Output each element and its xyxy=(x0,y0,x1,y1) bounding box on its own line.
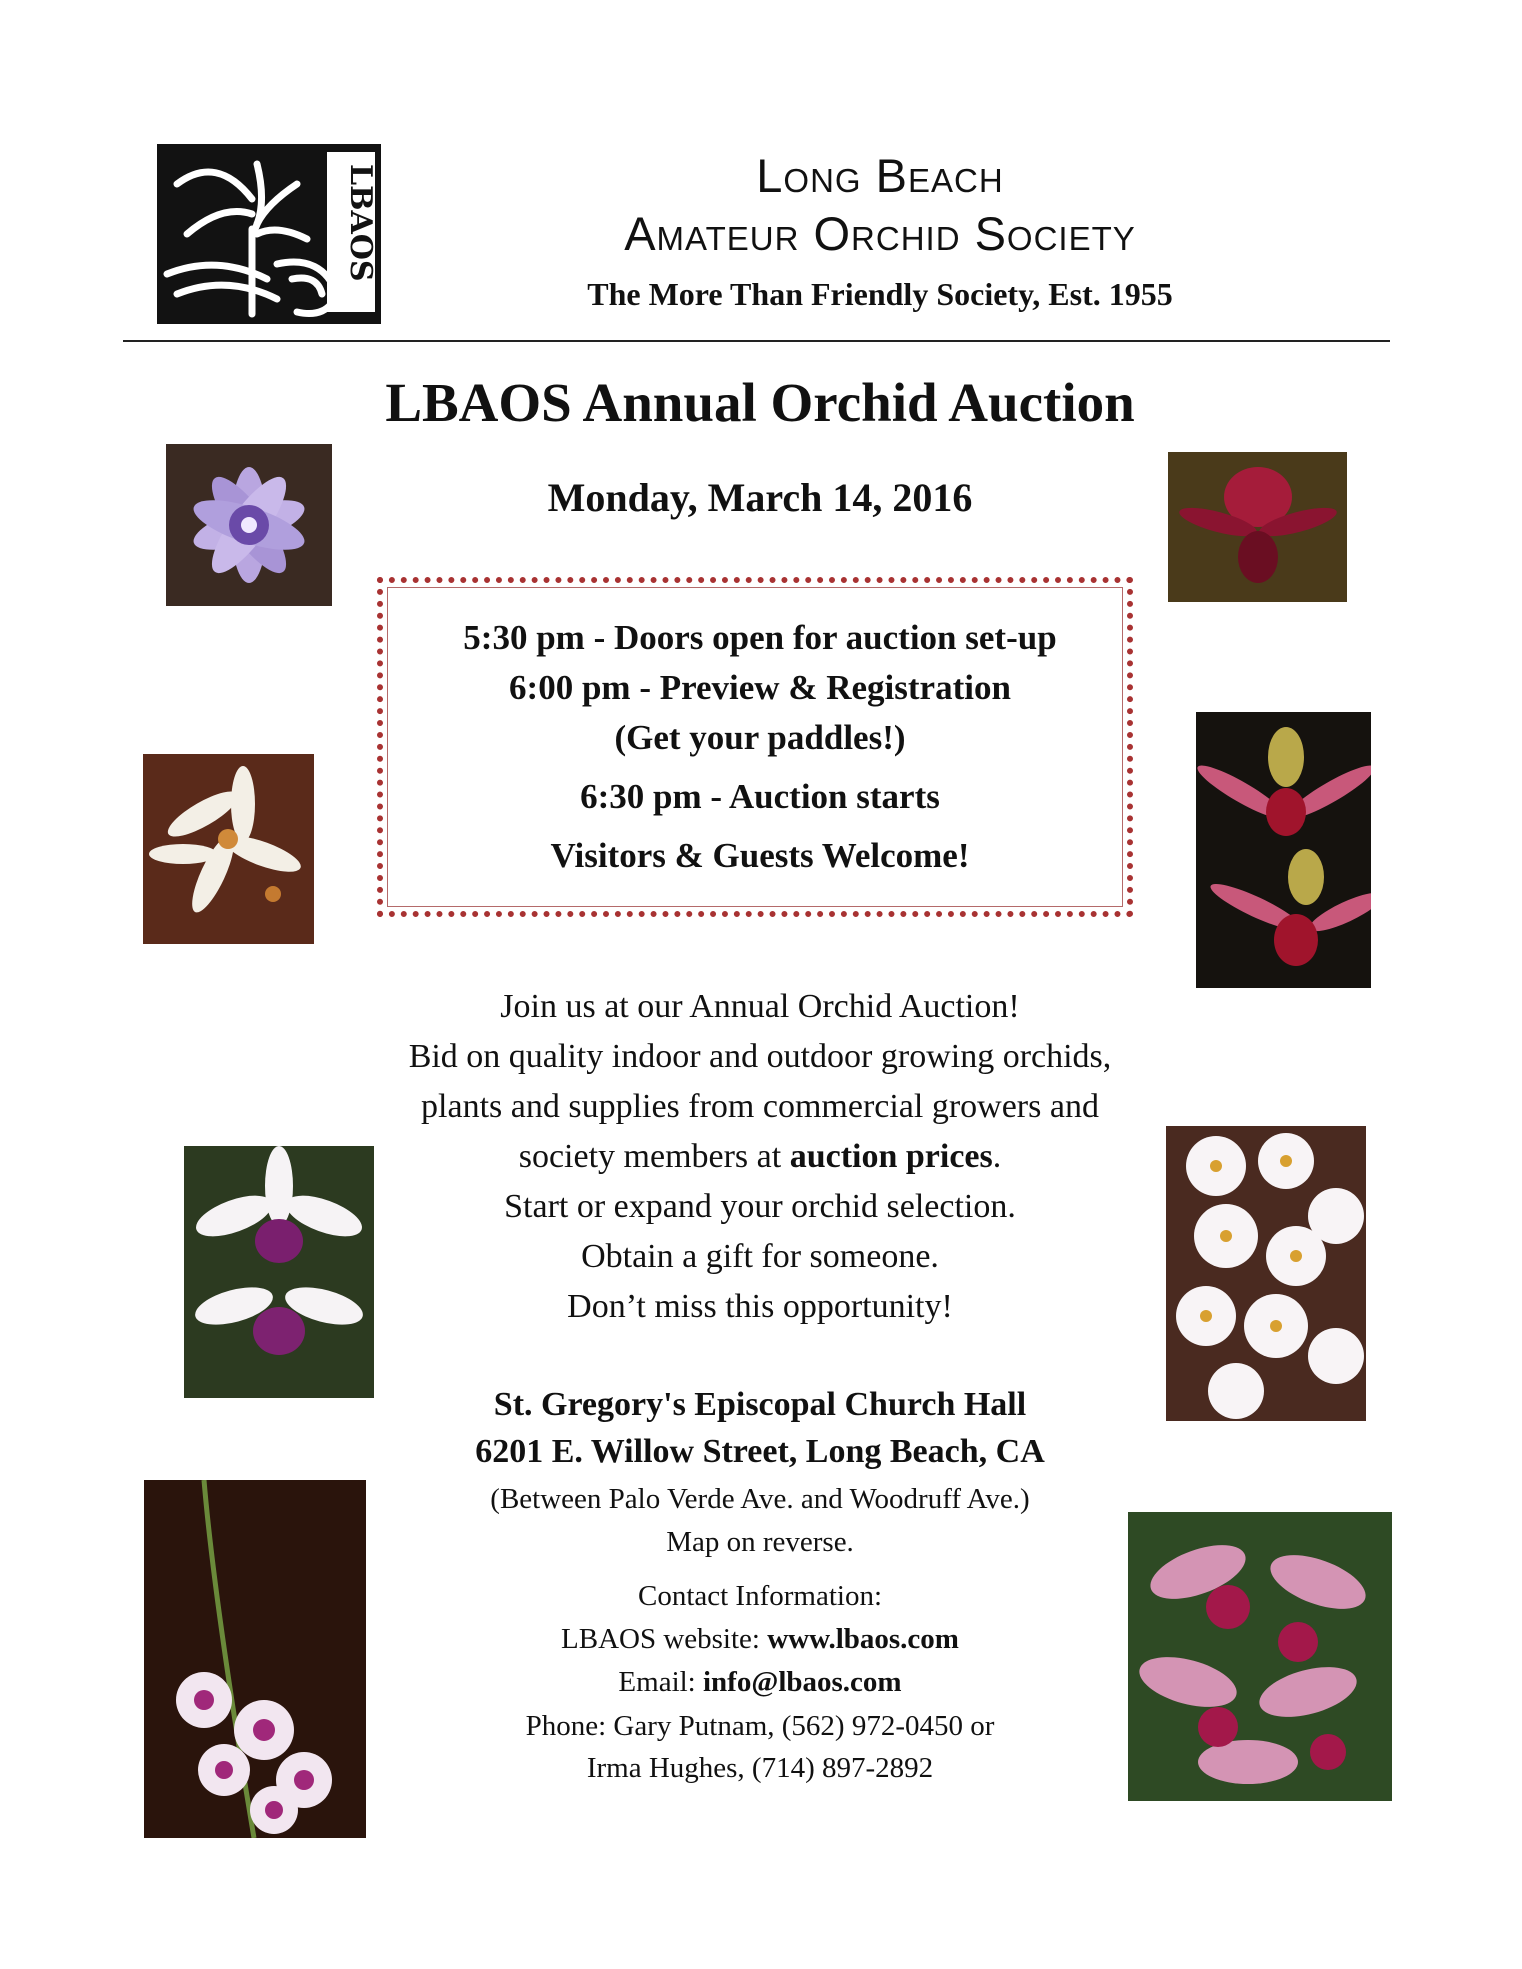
org-name-line-1: Long Beach xyxy=(756,149,1004,202)
venue-cross-streets: (Between Palo Verde Ave. and Woodruff Ave.) xyxy=(490,1483,1030,1515)
org-tagline: The More Than Friendly Society, Est. 1955 xyxy=(587,276,1173,312)
orchid-photo-slipper-red xyxy=(1168,452,1347,602)
schedule-line: 6:00 pm - Preview & Registration xyxy=(509,668,1011,707)
schedule-line: 6:30 pm - Auction starts xyxy=(580,777,940,816)
contact-phone-2: Irma Hughes, (714) 897-2892 xyxy=(586,1752,934,1784)
venue-address: 6201 E. Willow Street, Long Beach, CA xyxy=(475,1433,1045,1470)
orchid-photo-white-cluster xyxy=(1166,1126,1366,1421)
body-line: plants and supplies from commercial growers and xyxy=(421,1088,1099,1125)
body-text: society members at xyxy=(518,1138,790,1175)
email-link[interactable]: info@lbaos.com xyxy=(703,1666,902,1698)
map-note: Map on reverse. xyxy=(666,1526,854,1558)
body-line: Join us at our Annual Orchid Auction! xyxy=(500,988,1020,1025)
orchid-photo-cymbidium xyxy=(1128,1512,1392,1801)
body-line xyxy=(330,1138,1190,1176)
orchid-photo-cattleya xyxy=(184,1146,374,1398)
schedule-line: 5:30 pm - Doors open for auction set-up xyxy=(463,618,1057,657)
body-line: Don’t miss this opportunity! xyxy=(567,1288,953,1325)
contact-email xyxy=(330,1666,1190,1699)
website-label: LBAOS website: xyxy=(561,1623,768,1655)
contact-heading: Contact Information: xyxy=(637,1580,883,1612)
contact-website xyxy=(330,1623,1190,1656)
venue-name: St. Gregory's Episcopal Church Hall xyxy=(493,1386,1027,1423)
website-link[interactable]: www.lbaos.com xyxy=(767,1623,959,1655)
lbaos-logo xyxy=(157,144,381,324)
body-text: . xyxy=(992,1138,1002,1175)
logo-lettering: LBAOS xyxy=(343,164,378,282)
orchid-photo-white-spotted xyxy=(143,754,314,944)
schedule-line: (Get your paddles!) xyxy=(614,718,906,757)
email-label: Email: xyxy=(618,1666,703,1698)
orchid-photo-purple xyxy=(166,444,332,606)
header-divider xyxy=(123,340,1390,342)
body-line: Start or expand your orchid selection. xyxy=(504,1188,1016,1225)
body-line: Obtain a gift for someone. xyxy=(581,1238,939,1275)
auction-prices-emphasis: auction prices xyxy=(789,1138,993,1175)
schedule-welcome: Visitors & Guests Welcome! xyxy=(550,836,970,875)
contact-phone-1: Phone: Gary Putnam, (562) 972-0450 or xyxy=(525,1710,995,1742)
event-date: Monday, March 14, 2016 xyxy=(547,475,973,520)
orchid-photo-slipper-pink xyxy=(1196,712,1371,988)
org-name-line-2: Amateur Orchid Society xyxy=(624,207,1136,260)
event-title: LBAOS Annual Orchid Auction xyxy=(385,372,1135,433)
body-line: Bid on quality indoor and outdoor growing orchids, xyxy=(408,1038,1112,1075)
orchid-photo-dendrobium xyxy=(144,1480,366,1838)
